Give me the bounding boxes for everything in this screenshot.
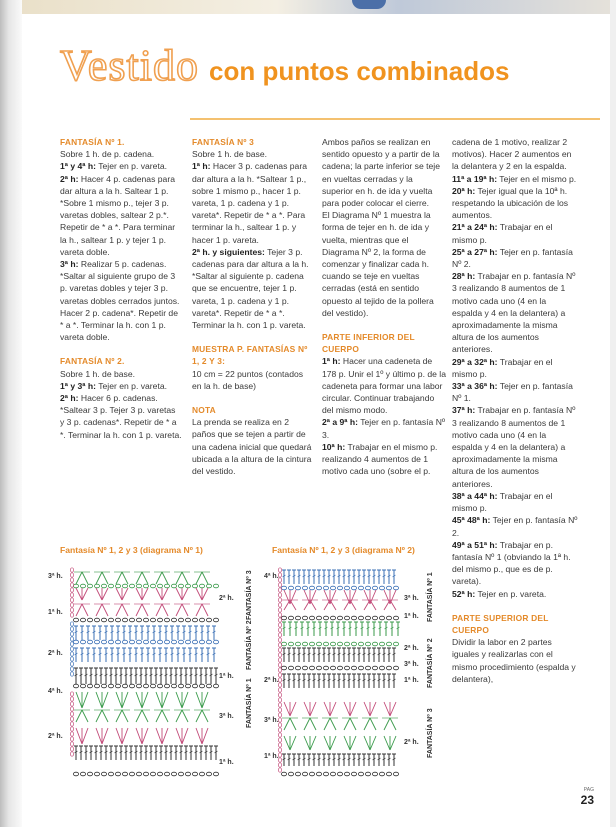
row-33-36-label: 33ª a 36ª h: <box>452 381 498 392</box>
f1-row3-text: Realizar 5 p. cadenas. *Saltar al siguiente grupo de 3 p. varetas dobles y tejer 3 p. varetas dobles cerrados juntos. Hacer 2 p. cadena*. Repetir de * a *. Terminar la h. con 1 p. vareta doble. <box>60 259 180 343</box>
row-21-24-label: 21ª a 24ª h: <box>452 222 498 233</box>
inf-row2 <box>322 416 446 440</box>
diagram-explanation: El Diagrama Nº 1 muestra la forma de tejer en h. de ida y vuelta, mientras que el Diagrama Nº 2, la forma de comenzar y finalizar cada h. cuando se teje en vueltas cerradas (está en sentido opuesto al tejido de la pollera del vestido). <box>322 210 434 318</box>
row-49-51-label: 49ª a 51ª h: <box>452 539 498 550</box>
f2-row2-label: 2ª h: <box>60 393 79 404</box>
title-subtitle: con puntos combinados <box>209 56 510 86</box>
d1-right-label-2: 1ª h. <box>219 673 234 680</box>
page-title <box>60 40 509 91</box>
row-29-32 <box>452 356 578 380</box>
d2-section-label-3: FANTASÍA Nº 3 <box>427 708 434 758</box>
row-29-32-label: 29ª a 32ª h: <box>452 356 498 367</box>
diagram-2-title: Fantasía Nº 1, 2 y 3 (diagrama Nº 2) <box>272 545 415 555</box>
title-underline <box>190 118 600 120</box>
row-38-44-label: 38ª a 44ª h: <box>452 490 498 501</box>
d1-section-label-2: FANTASÍA Nº 2 <box>246 620 253 670</box>
d1-left-label-2: 1ª h. <box>48 609 63 616</box>
row-20-label: 20ª h: <box>452 185 476 196</box>
inf-row3 <box>322 441 446 478</box>
d2-right-label-5: 1ª h. <box>404 677 419 684</box>
f3-row1 <box>192 160 314 245</box>
heading-fantasia-3: FANTASÍA Nº 3 <box>192 137 254 147</box>
row-45-48-text: Tejer en p. fantasía Nº 2. <box>452 515 578 538</box>
inf-row1 <box>322 355 446 416</box>
d1-section-label-1: FANTASÍA Nº 3 <box>246 570 253 620</box>
row-11-19 <box>452 173 578 185</box>
intro-text: Ambos paños se realizan en sentido opuesto y a partir de la cadena; la parte inferior se teje en vueltas cerradas y la superior en h. de ida y vuelta para poder colocar el cierre. <box>322 137 440 209</box>
inf-row2-text: Tejer en p. fantasía Nº 3. <box>322 417 446 440</box>
text-column-3 <box>322 136 446 477</box>
row-37-text: Trabajar en p. fantasía Nº 3 realizando 8 aumentos de 1 motivo cada uno (4 en la espalda y 4 en la delantera) a aproximadamente la misma altura de los aumentos anteriores. <box>452 405 576 489</box>
inf-row1-label: 1ª h: <box>322 356 341 367</box>
row-33-36 <box>452 380 578 404</box>
row-11-19-text: Tejer en el mismo p. <box>499 173 577 184</box>
crochet-diagram-2 <box>262 558 440 782</box>
heading-parte-superior: PARTE SUPERIOR DEL CUERPO <box>452 612 549 635</box>
d1-left-label-4: 4ª h. <box>48 688 63 695</box>
row-28 <box>452 270 578 355</box>
row-37-label: 37ª h: <box>452 405 476 416</box>
photo-detail <box>352 0 386 9</box>
row-33-36-text: Tejer en p. fantasía Nº 1. <box>452 381 573 404</box>
inf-row2-label: 2ª a 9ª h: <box>322 417 358 428</box>
d2-left-label-3: 3ª h. <box>264 717 279 724</box>
d2-right-label-3: 2ª h. <box>404 645 419 652</box>
row-52-text: Tejer en p. vareta. <box>477 588 547 599</box>
heading-nota: NOTA <box>192 405 216 416</box>
f3-row1-label: 1ª h: <box>192 161 211 172</box>
text-column-2 <box>192 136 314 477</box>
row-52 <box>452 588 578 600</box>
d2-right-label-6: 2ª h. <box>404 739 419 746</box>
top-photo-strip <box>0 0 616 14</box>
diagram-2-symbols <box>278 568 400 776</box>
d1-left-label-3: 2ª h. <box>48 650 63 657</box>
inf-row3-text: Trabajar en el mismo p. realizando 4 aumentos de 1 motivo cada uno (sobre el p. <box>322 441 438 477</box>
f2-row1-label: 1ª y 3ª h: <box>60 380 96 391</box>
row-38-44-text: Trabajar en el mismo p. <box>452 490 553 514</box>
d2-left-label-2: 2ª h. <box>264 677 279 684</box>
row-37 <box>452 404 578 489</box>
heading-fantasia-2: FANTASÍA Nº 2. <box>60 356 125 367</box>
f1-row2 <box>60 173 182 258</box>
page-number: 23 <box>580 793 594 807</box>
row-25-27-label: 25ª a 27ª h: <box>452 246 498 257</box>
heading-muestra: MUESTRA P. FANTASÍAS Nº 1, 2 Y 3: <box>192 344 308 367</box>
row-45-48-label: 45ª 48ª h: <box>452 515 491 526</box>
f3-row2-text: Tejer 3 p. cadenas para dar altura a la h. *Saltar al siguiente p. cadena que se encuentre, tejer 1 p. vareta, 1 p. cadena y 1 p. vareta*. Repetir de * a *. Terminar la h. con 1 p. vareta. <box>192 246 309 331</box>
heading-parte-inferior: PARTE INFERIOR DEL CUERPO <box>322 332 415 355</box>
f1-row3-label: 3ª h: <box>60 259 79 270</box>
f1-row3 <box>60 258 182 343</box>
d1-left-label-5: 2ª h. <box>48 733 63 740</box>
f3-row2-label: 2ª h. y siguientes: <box>192 246 265 257</box>
f1-row2-label: 2ª h: <box>60 173 79 184</box>
nota-text: La prenda se realiza en 2 paños que se tejen a partir de una cadena inicial que quedará ubicada a la altura de la cintura del vestido. <box>192 417 312 477</box>
f1-row1-label: 1ª y 4ª h: <box>60 161 96 172</box>
inf-row1-text: Hacer una cadeneta de 178 p. Unir el 1º y último p. de la cadeneta para formar una labor circular. Continuar trabajando del mismo modo. <box>322 356 446 416</box>
d1-right-label-4: 1ª h. <box>219 759 234 766</box>
row-49-51-text: Trabajar en p. fantasía Nº 1 (obviando la 1ª h. del mismo p., que es de p. vareta). <box>452 539 571 587</box>
f1-line1: Sobre 1 h. de p. cadena. <box>60 149 155 160</box>
row-20 <box>452 185 578 222</box>
row-52-label: 52ª h: <box>452 588 476 599</box>
f2-line1: Sobre 1 h. de base. <box>60 368 136 379</box>
row-11-19-label: 11ª a 19ª h: <box>452 173 498 184</box>
f3-row2 <box>192 246 314 331</box>
diagram-1-symbols <box>70 568 218 776</box>
d2-right-label-1: 3ª h. <box>404 595 419 602</box>
page-label: PAG <box>583 787 594 793</box>
row-49-51 <box>452 539 578 588</box>
f2-row1-text: Tejer en p. vareta. <box>98 380 168 391</box>
crochet-diagram-1 <box>48 558 260 782</box>
title-word-vestido: Vestido <box>60 41 199 90</box>
heading-fantasia-1: FANTASÍA Nº 1. <box>60 137 125 147</box>
f1-row1 <box>60 160 182 172</box>
f1-row2-text: Hacer 4 p. cadenas para dar altura a la h. Saltear 1 p. *Sobre 1 mismo p., tejer 3 p. varetas dobles, saltear 2 p.*. Repetir de * a *. Para terminar la h., saltear 1 p. y tejer 1 p. vareta doble. <box>60 173 176 257</box>
row-28-label: 28ª h: <box>452 271 476 282</box>
f3-line1: Sobre 1 h. de base. <box>192 149 268 160</box>
page-footer <box>581 787 594 807</box>
f2-row2 <box>60 392 182 441</box>
sup-text: Dividir la labor en 2 partes iguales y realizarlas con el mismo procedimiento (espalda y delantera), <box>452 637 576 684</box>
row-38-44 <box>452 490 578 514</box>
d2-section-label-2: FANTASÍA Nº 2 <box>427 638 434 688</box>
f1-row1-text: Tejer en p. vareta. <box>98 161 168 172</box>
row-25-27 <box>452 246 578 270</box>
inf-row3-label: 10ª h: <box>322 441 346 452</box>
d2-left-label-1: 4ª h. <box>264 573 279 580</box>
row-21-24-text: Trabajar en el mismo p. <box>452 222 553 245</box>
row-25-27-text: Tejer en p. fantasía Nº 2. <box>452 246 573 270</box>
text-column-1 <box>60 136 182 441</box>
f3-row1-text: Hacer 3 p. cadenas para dar altura a la h. *Saltear 1 p., sobre 1 mismo p., hacer 1 p. vareta, 1 p. cadena y 1 p. vareta*. Repetir de * a *. Para terminar la h., saltear 1 p. y hacer 1 p. vareta. <box>192 161 307 245</box>
row-28-text: Trabajar en p. fantasía Nº 3 realizando 8 aumentos de 1 motivo cada uno (4 en la espalda y 4 en la delantera) a aproximadamente la misma altura de los aumentos anteriores. <box>452 271 576 355</box>
row-21-24 <box>452 221 578 245</box>
muestra-text: 10 cm = 22 puntos (contados en la h. de base) <box>192 368 304 391</box>
d1-right-label-3: 3ª h. <box>219 713 234 720</box>
f2-row2-text: Hacer 6 p. cadenas. *Saltear 3 p. Tejer 3 p. varetas y 3 p. cadenas*. Repetir de * a *. Terminar la h. con 1 p. vareta. <box>60 393 182 440</box>
row-29-32-text: Trabajar en el mismo p. <box>452 356 553 379</box>
d1-section-label-3: FANTASÍA Nº 1 <box>246 678 253 728</box>
text-column-4 <box>452 136 578 685</box>
d2-section-label-1: FANTASÍA Nº 1 <box>427 572 434 622</box>
d2-left-label-4: 1ª h. <box>264 753 279 760</box>
f2-row1 <box>60 380 182 392</box>
page-edge <box>610 0 616 827</box>
d1-right-label-1: 2ª h. <box>219 595 234 602</box>
diagram-1-title: Fantasía Nº 1, 2 y 3 (diagrama Nº 1) <box>60 545 203 555</box>
col4-continued: cadena de 1 motivo, realizar 2 motivos). Hacer 2 aumentos en la delantera y 2 en la espalda. <box>452 137 572 172</box>
d2-right-label-2: 1ª h. <box>404 613 419 620</box>
row-20-text: Tejer igual que la 10ª h. respetando la ubicación de los aumentos. <box>452 185 569 221</box>
d2-right-label-4: 3ª h. <box>404 661 419 668</box>
d1-left-label-1: 3ª h. <box>48 573 63 580</box>
page-gutter-shadow <box>0 0 22 827</box>
row-45-48 <box>452 514 578 538</box>
